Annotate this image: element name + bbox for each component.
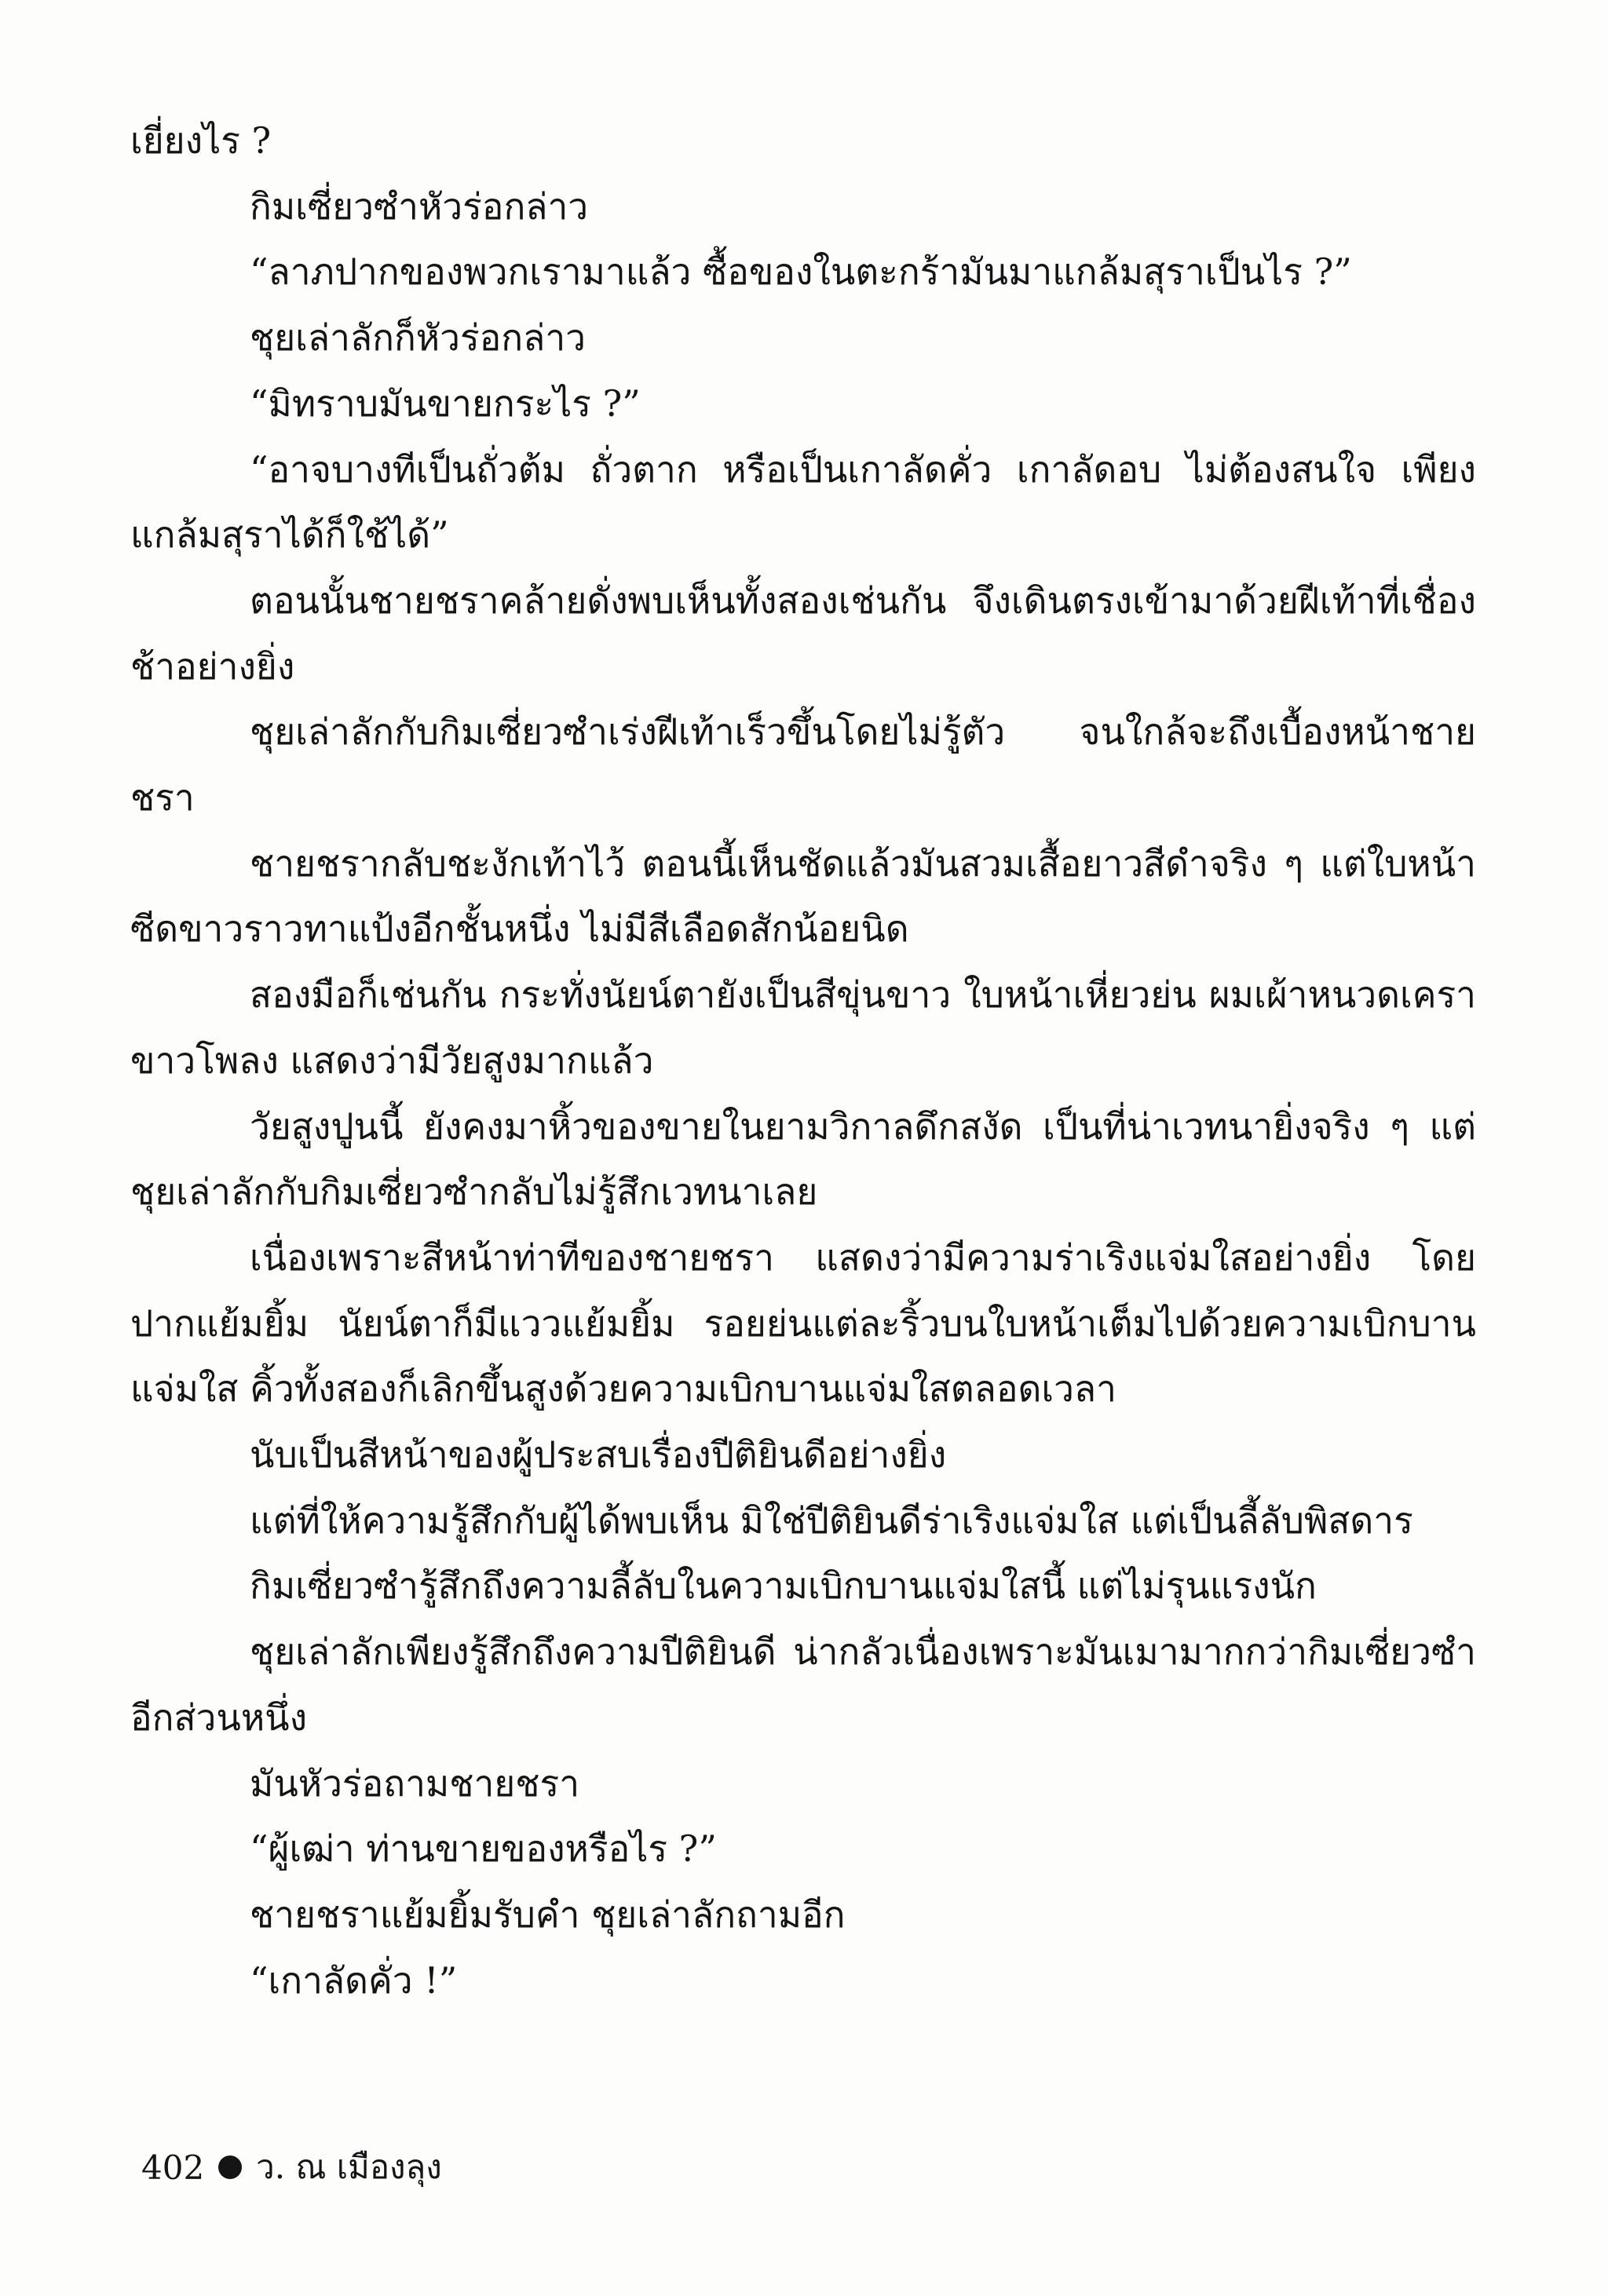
paragraph: แต่ที่ให้ความรู้สึกกับผู้ได้พบเห็น มิใช่ปีติยินดีร่าเริงแจ่มใส แต่เป็นลี้ลับพิสดาร	[250, 1498, 1413, 1542]
paragraph: มันหัวร่อถามชายชรา	[250, 1761, 580, 1805]
paragraph: ชายชราแย้มยิ้มรับคำ ชุยเล่าลักถามอีก	[250, 1893, 846, 1936]
paragraph: วัยสูงปูนนี้ ยังคงมาหิ้วของขายในยามวิกาลดึกสงัด เป็นที่น่าเวทนายิ่งจริง ๆ แต่ชุยเล่าลักกับกิมเซี่ยวซำกลับไม่รู้สึกเวทนาเลย	[130, 1104, 1476, 1214]
paragraph: “เกาลัดคั่ว !”	[250, 1958, 458, 2002]
paragraph: กิมเซี่ยวซำหัวร่อกล่าว	[250, 184, 589, 228]
paragraph: “อาจบางทีเป็นถั่วต้ม ถั่วตาก หรือเป็นเกาลัดคั่ว เกาลัดอบ ไม่ต้องสนใจ เพียงแกล้มสุราได้ก็ใช้ได้”	[130, 447, 1476, 557]
paragraph: ชุยเล่าลักเพียงรู้สึกถึงความปีติยินดี น่ากลัวเนื่องเพราะมันเมามากกว่ากิมเซี่ยวซำอีกส่วนหนึ่ง	[130, 1630, 1476, 1739]
body-text	[130, 108, 1476, 2013]
paragraph: เนื่องเพราะสีหน้าท่าทีของชายชรา แสดงว่ามีความร่าเริงแจ่มใสอย่างยิ่ง โดยปากแย้มยิ้ม นัยน์ตาก็มีแววแย้มยิ้ม รอยย่นแต่ละริ้วบนใบหน้าเต็มไปด้วยความเบิกบานแจ่มใส คิ้วทั้งสองก็เลิกขึ้นสูงด้วยความเบิกบานแจ่มใสตลอดเวลา	[130, 1236, 1476, 1411]
paragraph: ชายชรากลับชะงักเท้าไว้ ตอนนี้เห็นชัดแล้วมันสวมเสื้อยาวสีดำจริง ๆ แต่ใบหน้าซีดขาวราวทาแป้งอีกชั้นหนึ่ง ไม่มีสีเลือดสักน้อยนิด	[130, 841, 1476, 951]
paragraph: กิมเซี่ยวซำรู้สึกถึงความลี้ลับในความเบิกบานแจ่มใสนี้ แต่ไม่รุนแรงนัก	[250, 1564, 1317, 1608]
paragraph: ชุยเล่าลักก็หัวร่อกล่าว	[250, 316, 586, 360]
page-footer	[141, 2141, 442, 2193]
author-name: ว. ณ เมืองลุง	[256, 2148, 442, 2186]
paragraph: สองมือก็เช่นกัน กระทั่งนัยน์ตายังเป็นสีขุ่นขาว ใบหน้าเหี่ยวย่น ผมเผ้าหนวดเคราขาวโพลง แสดงว่ามีวัยสูงมากแล้ว	[130, 973, 1476, 1082]
paragraph: ตอนนั้นชายชราคล้ายดั่งพบเห็นทั้งสองเช่นกัน จึงเดินตรงเข้ามาด้วยฝีเท้าที่เชื่องช้าอย่างยิ่ง	[130, 579, 1476, 688]
paragraph: “มิทราบมันขายกระไร ?”	[250, 381, 641, 425]
paragraph: ชุยเล่าลักกับกิมเซี่ยวซำเร่งฝีเท้าเร็วขึ้นโดยไม่รู้ตัว จนใกล้จะถึงเบื้องหน้าชายชรา	[130, 710, 1476, 819]
paragraph: “ลาภปากของพวกเรามาแล้ว ซื้อของในตะกร้ามันมาแกล้มสุราเป็นไร ?”	[250, 250, 1352, 294]
page-number: 402	[141, 2148, 205, 2187]
paragraph: เยี่ยงไร ?	[130, 119, 272, 162]
paragraph: นับเป็นสีหน้าของผู้ประสบเรื่องปีติยินดีอย่างยิ่ง	[250, 1433, 947, 1477]
bullet-icon	[218, 2155, 242, 2179]
paragraph: “ผู้เฒ่า ท่านขายของหรือไร ?”	[250, 1827, 717, 1871]
